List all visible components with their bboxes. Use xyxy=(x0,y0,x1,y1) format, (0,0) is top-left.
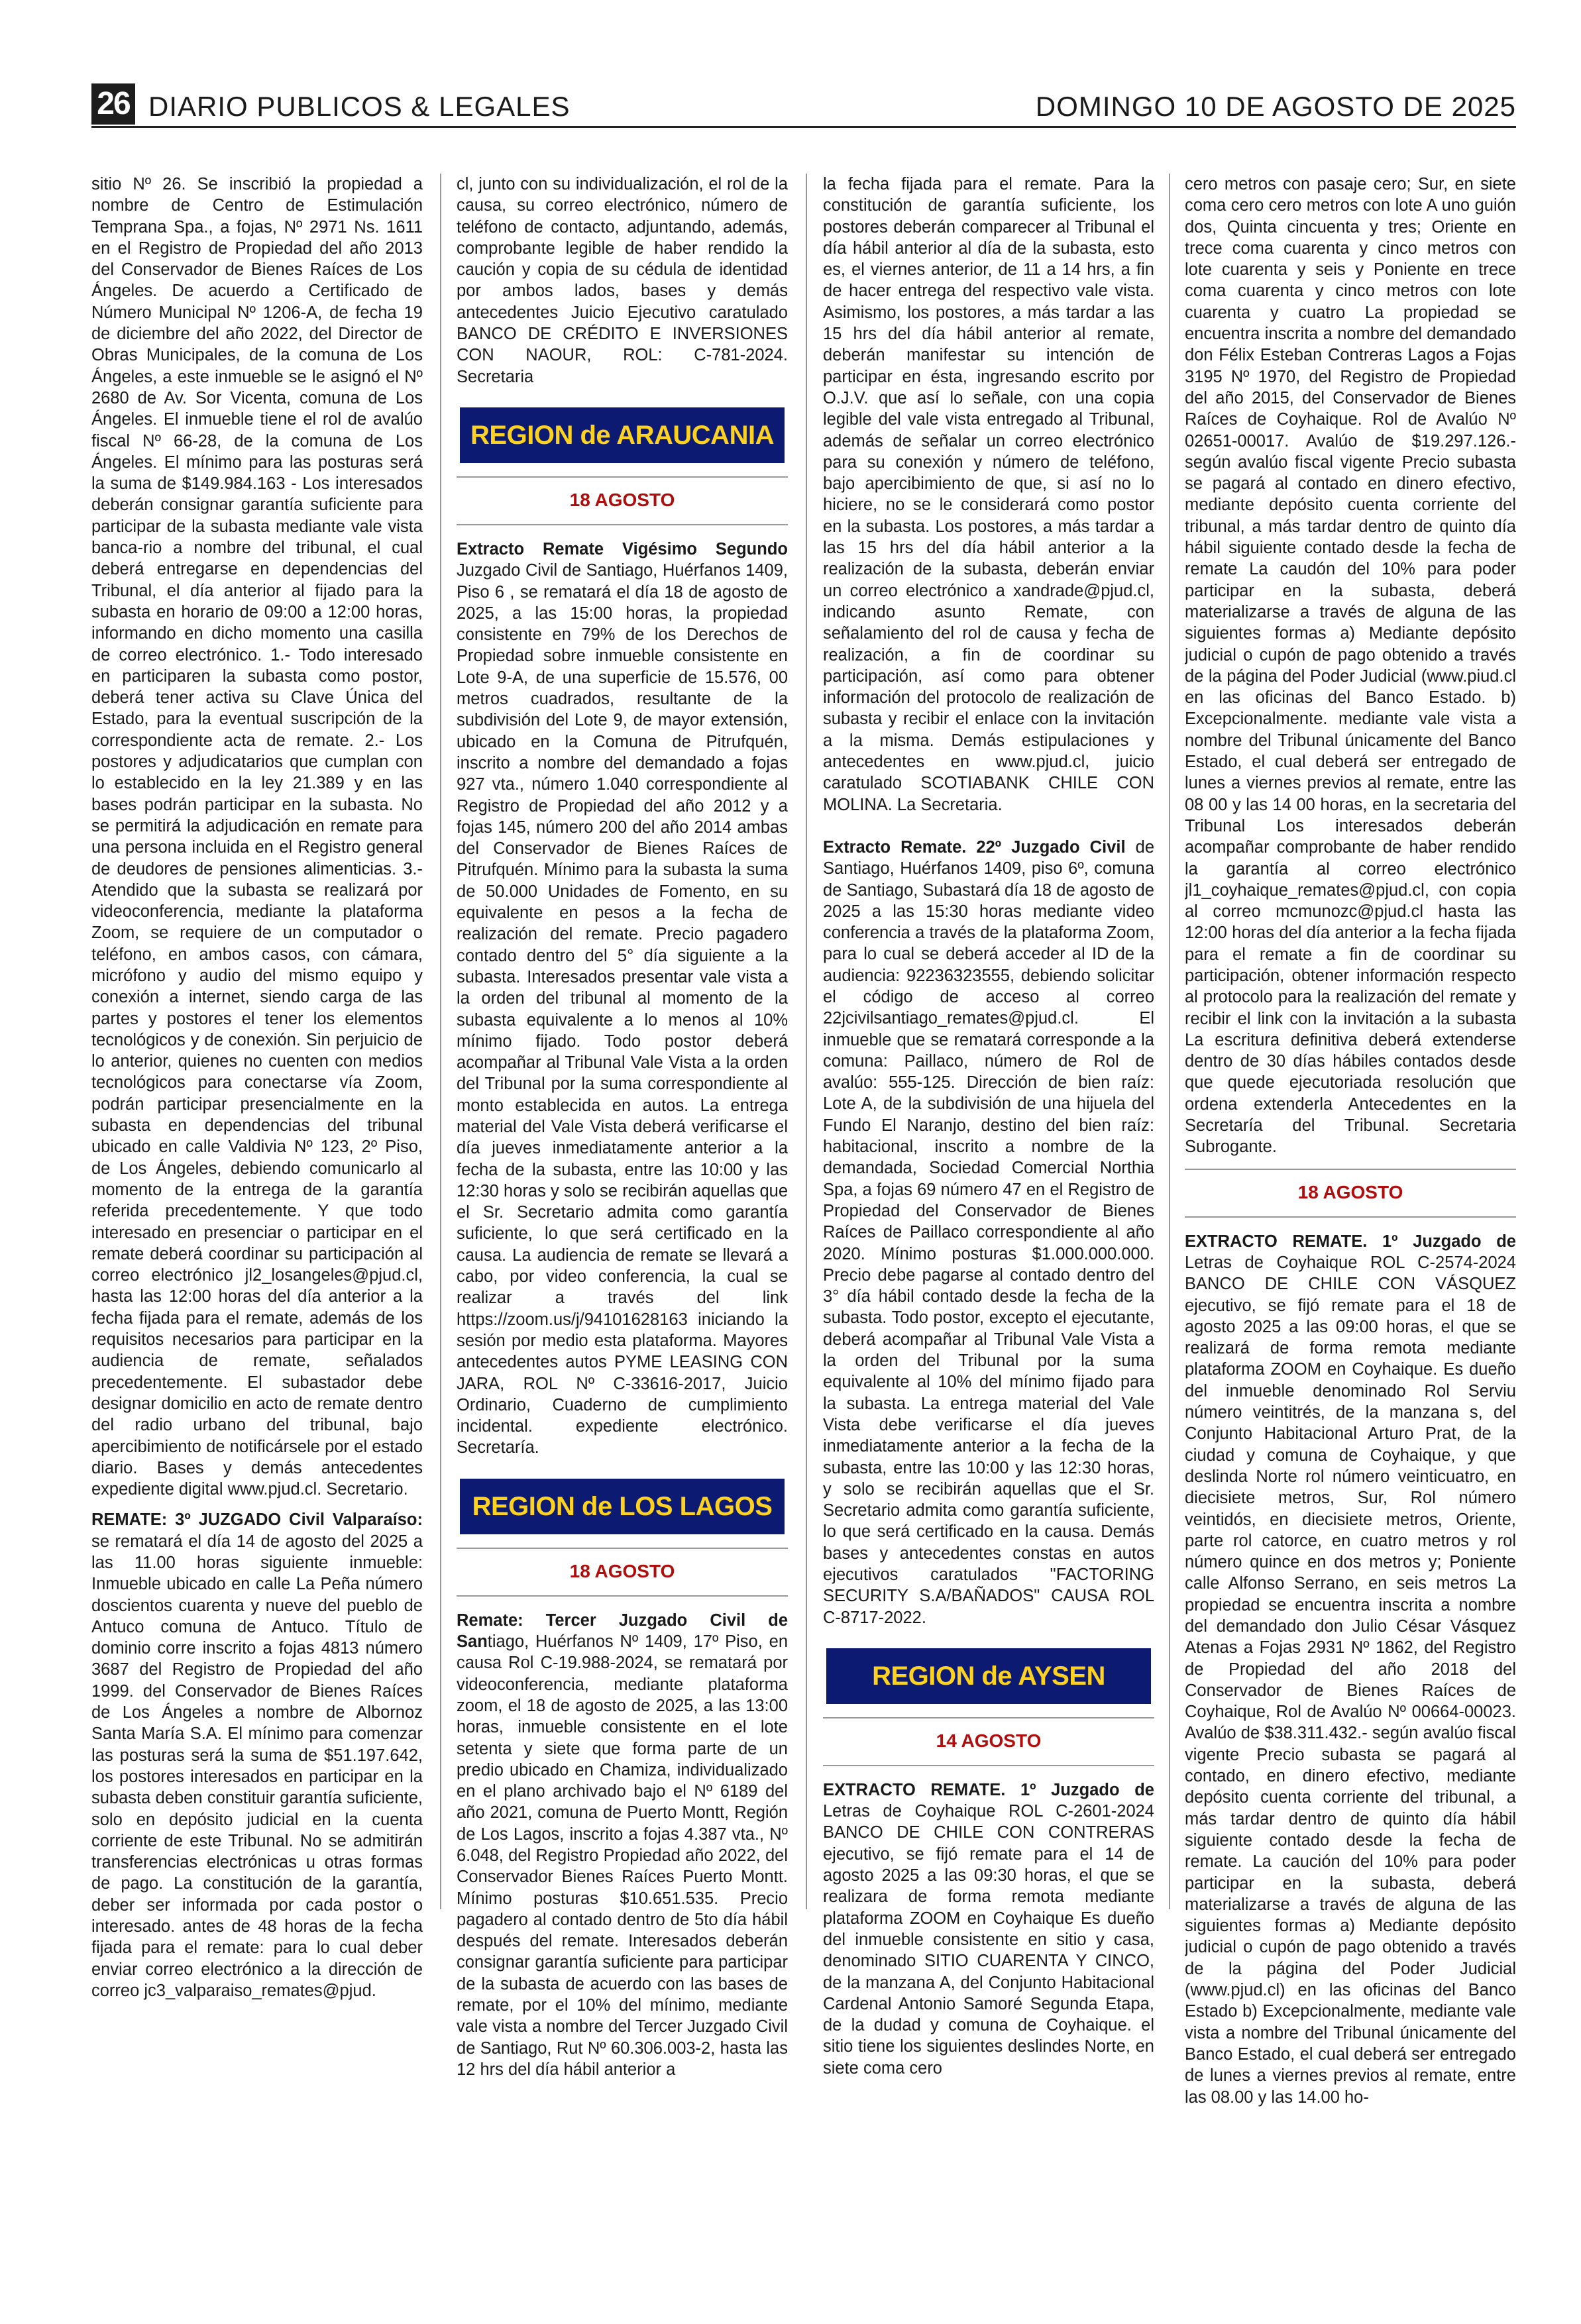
notice-lead: EXTRACTO REMATE. 1º Juzgado de xyxy=(1185,1232,1516,1251)
column-3 xyxy=(823,174,1154,2307)
notice-text: sitio Nº 26. Se inscribió la propiedad a nombre de Centro de Estimulación Temprana Spa., a fojas, Nº 2971 Ns. 1611 en el Registro de Propiedad del año 2013 del Conservador de Bienes Raíces de Los Ángeles. De acuerdo a Certificado de Número Municipal Nº 1206-A, de fecha 19 de diciembre del año 2022, del Director de Obras Municipales, de la comuna de Los Ángeles, a este inmueble se le asignó el Nº 2680 de Av. Sor Vicenta, comuna de Los Ángeles. El inmueble tiene el rol de avalúo fiscal Nº 66-28, de la comuna de Los Ángeles. El mínimo para las posturas será la suma de $149.984.163 - Los interesados deberán consignar garantía suficiente para participar de la subasta mediante vale vista banca-rio a nombre del tribunal, el cual deberá entregarse en dependencias del Tribunal, el día anterior al fijado para la subasta en horario de 09:00 a 12:00 horas, informando en dicho momento una casilla de correo electrónico. 1.- Todo interesado en participaren la subasta como postor, deberá tener activa su Clave Única del Estado, para la eventual suscripción de la correspondiente acta de remate. 2.- Los postores y adjudicatarios que cumplan con lo establecido en la ley 21.389 y en las bases podrán participar en la subasta. No se permitirá la adjudicación en remate para una persona incluida en el Registro general de deudores de pensiones alimenticias. 3.- Atendido que la subasta se realizará por videoconferencia, mediante la plataforma Zoom, se requiere de un computador o teléfono, en ambos casos, con cámara, micrófono y audio del mismo equipo y conexión a internet, siendo carga de las partes y postores el tener los elementos tecnológicos y de conexión. Sin perjuicio de lo anterior, quienes no cuenten con medios tecnológicos para conectarse vía Zoom, podrán participar presencialmente en la subasta en dependencias del tribunal ubicado en calle Valdivia Nº 123, 2º Piso, de Los Ángeles, debiendo comunicarlo al momento de la entrega de la garantía referida precedentemente. Y que todo interesado en presenciar o participar en el remate deberá coordinar su participación al correo electrónico jl2_losangeles@pjud.cl, hasta las 12:00 horas del día anterior a la fecha fijada para el remate, además de los requisitos necesarios para participar en la audiencia de remate, señalados precedentemente. El subastador debe designar domicilio en acto de remate dentro del radio urbano del tribunal, bajo apercibimiento de notificársele por el estado diario. Bases y demás antecedentes expediente digital www.pjud.cl. Secretario. xyxy=(91,175,423,1499)
notice-text: cl, junto con su individualización, el rol de la causa, su correo electrónico, número de teléfono de contacto, adjuntando, además, comprobante legible de haber rendido la caución y copia de su cédula de identidad por ambos lados, bases y demás antecedentes Juicio Ejecutivo caratulado BANCO DE CRÉDITO E INVERSIONES CON NAOUR, ROL: C-781-2024. Secretaria xyxy=(457,175,788,386)
page-header xyxy=(91,83,1516,128)
column-1 xyxy=(91,174,423,2307)
notice xyxy=(823,837,1154,1628)
notice xyxy=(91,1509,423,2001)
notice-text: Letras de Coyhaique ROL C-2574-2024 BANCO DE CHILE CON VÁSQUEZ ejecutivo, se fijó remate para el 18 de agosto 2025 a las 09:00 horas, el que se realizará de forma remota mediante plataforma ZOOM en Coyhaique. Es dueño del inmueble denominado Rol Serviu número veintitrés, de la manzana s, del Conjunto Habitacional Arturo Prat, de la ciudad y comuna de Coyhaique, y que deslinda Norte rol número veinticuatro, en diecisiete metros, Sur, Rol número veintidós, en diecisiete metros, Oriente, parte rol catorce, en cuatro metros y rol número quince en dos metros y; Poniente calle Alfonso Serrano, en seis metros La propiedad se encuentra inscrita a nombre del demandado don Julio César Vásquez Atenas a Fojas 2931 Nº 1862, del Registro de Propiedad del año 2018 del Conservador de Bienes Raíces de Coyhaique, Rol de Avalúo Nº 00664-00023. Avalúo de $38.311.432.- según avalúo fiscal vigente Precio subasta se pagará al contado, en dinero efectivo, mediante depósito cuenta corriente del tribunal, a más tardar dentro de quinto día hábil siguiente contado desde la fecha de remate. La caución del 10% para poder participar en la subasta, deberá materializarse a través de alguna de las siguientes formas a) Mediante depósito judicial o cupón de pago obtenido a través de la página del Poder Judicial (www.pjud.cl) en las oficinas del Banco Estado b) Excepcionalmente, mediante vale vista a nombre del Tribunal únicamente del Banco Estado, el cual deberá ser entregado de lunes a viernes previos al remate, entre las 08.00 y las 14.00 ho- xyxy=(1185,1253,1516,2107)
notice-text: se rematará el día 14 de agosto del 2025 a las 11.00 horas siguiente inmueble: Inmueble ubicado en calle La Peña número doscientos cuarenta y nueve del pueblo de Antuco comuna de Antuco. Título de dominio corre inscrito a fojas 4813 número 3687 del Registro de Propiedad del año 1999. del Conservador de Bienes Raíces de Los Ángeles a nombre de Albornoz Santa María S.A. El mínimo para comenzar las posturas será la suma de $51.197.642, los postores interesados en participar en la subasta deben constituir garantía suficiente, solo en depósito judicial en la cuenta corriente de este Tribunal. No se admitirán transferencias electrónicas u otras formas de pago. La constitución de la garantía, deber ser informada por cada postor o interesado. antes de 48 horas de la fecha fijada para el remate: para lo cual deber enviar correo electrónico a la dirección de correo jc3_valparaiso_remates@pjud. xyxy=(91,1532,423,2000)
notice xyxy=(457,1610,788,2081)
columns-container xyxy=(91,174,1516,2307)
region-banner: REGION de ARAUCANIA xyxy=(460,407,785,463)
notice xyxy=(823,1779,1154,2079)
notice-lead: Extracto Remate Vigésimo Segundo xyxy=(457,539,788,558)
column-2 xyxy=(457,174,788,2307)
notice-lead: REMATE: 3º JUZGADO Civil Valparaíso: xyxy=(91,1510,423,1530)
date-heading: 18 AGOSTO xyxy=(457,1548,788,1597)
notice-lead: Remate: Tercer Juzgado Civil de San xyxy=(457,1611,788,1652)
issue-date: DOMINGO 10 DE AGOSTO DE 2025 xyxy=(1035,91,1516,122)
column-4 xyxy=(1185,174,1516,2307)
date-heading: 14 AGOSTO xyxy=(823,1717,1154,1766)
notice-text: tiago, Huérfanos Nº 1409, 17º Piso, en causa Rol C-19.988-2024, se rematará por videoconferencia, mediante plataforma zoom, el 18 de agosto de 2025, a las 13:00 horas, inmueble consistente en el lote setenta y siete que forma parte de un predio ubicado en Chamiza, individualizado en el plano archivado bajo el Nº 6189 del año 2021, comuna de Puerto Montt, Región de Los Lagos, inscrito a fojas 4.387 vta., Nº 6.048, del Registro Propiedad año 2022, del Conservador Bienes Raíces Puerto Montt. Mínimo posturas $10.651.535. Precio pagadero al contado dentro de 5to día hábil después del remate. Interesados deberán consignar garantía suficiente para participar de la subasta de acuerdo con las bases de remate, por el 10% del mínimo, mediante vale vista a nombre del Tercer Juzgado Civil de Santiago, Rut Nº 60.306.003-2, hasta las 12 hrs del día hábil anterior a xyxy=(457,1632,788,2079)
page-number: 26 xyxy=(91,83,135,125)
column-divider xyxy=(806,174,807,1909)
notice-text: Juzgado Civil de Santiago, Huérfanos 1409, Piso 6 , se rematará el día 18 de agosto de 2025, a las 15:00 horas, la propiedad consistente en 79% de los Derechos de Propiedad sobre inmueble consistente en Lote 9-A, de una superficie de 15.576, 00 metros cuadrados, resultante de la subdivisión del Lote 9, de mayor extensión, ubicado en la Comuna de Pitrufquén, inscrito a nombre del demandado a fojas 927 vta., número 1.040 correspondiente al Registro de Propiedad del año 2012 y a fojas 145, número 200 del año 2014 ambas del Conservador de Bienes Raíces de Pitrufquén. Mínimo para la subasta la suma de 50.000 Unidades de Fomento, en su equivalente en pesos a la fecha de realización del remate. Precio pagadero contado dentro del 5° día siguiente a la subasta. Interesados presentar vale vista a la orden del tribunal al momento de la subasta equivalente a lo menos al 10% mínimo fijado. Todo postor deberá acompañar al Tribunal Vale Vista a la orden del Tribunal por la suma correspondiente al monto establecida en autos. La entrega material del Vale Vista deberá verificarse el día jueves inmediatamente anterior a la fecha de la subasta, entre las 10:00 y las 12:30 horas y solo se recibirán aquellas que el Sr. Secretario admita como garantía suficiente, lo que será certificado en la causa. La audiencia de remate se llevará a cabo, por video conferencia, la cual se realizar a través del link https://zoom.us/j/94101628163 iniciando la sesión por medio esta plataforma. Mayores antecedentes autos PYME LEASING CON JARA, ROL Nº C-33616-2017, Juicio Ordinario, Cuaderno de cumplimiento incidental. expediente electrónico. Secretaría. xyxy=(457,561,788,1457)
date-heading: 18 AGOSTO xyxy=(1185,1169,1516,1218)
notice-text: la fecha fijada para el remate. Para la constitución de garantía suficiente, los postores deberán comparecer al Tribunal el día hábil anterior al día de la subasta, esto es, el viernes anterior, de 11 a 14 hrs, a fin de hacer entrega del respectivo vale vista. Asimismo, los postores, a más tardar a las 15 hrs del día hábil anterior al remate, deberán manifestar su intención de participar en ésta, ingresando escrito por O.J.V. que así lo señale, con una copia legible del vale vista entregado al Tribunal, además de señalar un correo electrónico para su conexión y número de teléfono, bajo apercibimiento de que, si así no lo hiciere, no se le considerará como postor en la subasta. Los postores, a más tardar a las 15 hrs del día hábil anterior a la realización de la subasta, deberán enviar un correo electrónico a xandrade@pjud.cl, indicando asunto Remate, con señalamiento del rol de causa y fecha de realización, a fin de coordinar su participación, así como para obtener información del protocolo de realización de subasta y recibir el enlace con la invitación a la misma. Demás estipulaciones y antecedentes en www.pjud.cl, juicio caratulado SCOTIABANK CHILE CON MOLINA. La Secretaria. xyxy=(823,175,1154,814)
notice xyxy=(457,539,788,1459)
notice-text: cero metros con pasaje cero; Sur, en siete coma cero cero metros con lote A uno guión dos, Quinta cincuenta y tres; Oriente en trece coma cuarenta y cinco metros con lote cuarenta y seis y Poniente en trece coma cuarenta y cinco metros con lote cuarenta y cuatro La propiedad se encuentra inscrita a nombre del demandado don Félix Esteban Contreras Lagos a Fojas 3195 Nº 1970, del Registro de Propiedad del año 2015, del Conservador de Bienes Raíces de Coyhaique. Rol de Avalúo Nº 02651-00017. Avalúo de $19.297.126.- según avalúo fiscal vigente Precio subasta se pagará al contado en dinero efectivo, mediante depósito cuenta corriente del tribunal, a más tardar dentro de quinto día hábil siguiente contado desde la fecha de remate La caudón del 10% para poder participar en la subasta, deberá materializarse a través de alguna de las siguientes formas a) Mediante depósito judicial o cupón de pago obtenido a través de la página del Poder Judicial (www.piud.cl en las oficinas del Banco Estado. b) Excepcionalmente. mediante vale vista a nombre del Tribunal únicamente del Banco Estado, el cual deberá ser entregado de lunes a viernes previos al remate, entre las 08 00 y las 14 00 horas, en la secretaria del Tribunal Los interesados deberán acompañar comprobante de haber rendido la garantía al correo electrónico jl1_coyhaique_remates@pjud.cl, con copia al correo mcmunozc@pjud.cl hasta las 12:00 horas del día anterior a la fecha fijada para el remate a fin de coordinar su participación, obtener información respecto al protocolo para la realización del remate y recibir el link con la invitación a la subasta La escritura definitiva deberá extenderse dentro de 30 días hábiles contados desde que quede ejecutoriada resolución que ordena extenderla Antecedentes en la Secretaría del Tribunal. Secretaria Subrogante. xyxy=(1185,175,1516,1157)
column-divider xyxy=(440,174,441,1909)
publication-name: DIARIO PUBLICOS & LEGALES xyxy=(148,91,571,122)
region-banner: REGION de AYSEN xyxy=(826,1648,1151,1704)
region-banner: REGION de LOS LAGOS xyxy=(460,1479,785,1534)
notice-text: de Santiago, Huérfanos 1409, piso 6º, comuna de Santiago, Subastará día 18 de agosto de 2025 a las 15:30 horas mediante video conferencia a través de la plataforma Zoom, para lo cual se deberá acceder al ID de la audiencia: 92236323555, debiendo solicitar el código de acceso al correo 22jcivilsantiago_remates@pjud.cl. El inmueble que se rematará corresponde a la comuna: Paillaco, número de Rol de avalúo: 555-125. Dirección de bien raíz: Lote A, de la subdivisión de una hijuela del Fundo El Naranjo, destino del bien raíz: habitacional, inscrito a nombre de la demandada, Sociedad Comercial Northia Spa, a fojas 69 número 47 en el Registro de Propiedad del Conservador de Bienes Raíces de Paillaco correspondiente al año 2020. Mínimo posturas $1.000.000.000. Precio debe pagarse al contado dentro del 3° día hábil contado desde la fecha de la subasta. Todo postor, excepto el ejecutante, deberá acompañar al Tribunal Vale Vista a la orden del Tribunal por la suma equivalente al 10% del mínimo fijado para la subasta. La entrega material del Vale Vista debe verificarse el día jueves inmediatamente anterior a la fecha de la subasta, entre las 10:00 y las 12:30 horas, y solo se recibirán aquellas que el Sr. Secretario admita como garantía suficiente, lo que será certificado en la causa. Demás bases y antecedentes constas en autos ejecutivos caratulados "FACTORING SECURITY S.A/BAÑADOS" CAUSA ROL C-8717-2022. xyxy=(823,837,1154,1627)
notice-lead: Extracto Remate. 22º Juzgado Civil xyxy=(823,837,1126,857)
notice-text: Letras de Coyhaique ROL C-2601-2024 BANCO DE CHILE CON CONTRERAS ejecutivo, se fijó remate para el 14 de agosto 2025 a las 09:30 horas, el que se realizara de forma remota mediante plataforma ZOOM en Coyhaique Es dueño del inmueble consistente en sitio y casa, denominado SITIO CUARENTA Y CINCO, de la manzana A, del Conjunto Habitacional Cardenal Antonio Samoré Segunda Etapa, de la dudad y comuna de Coyhaique. el sitio tiene los siguientes deslindes Norte, en siete coma cero xyxy=(823,1802,1154,2078)
notice xyxy=(1185,1231,1516,2108)
notice-lead: EXTRACTO REMATE. 1º Juzgado de xyxy=(823,1780,1154,1799)
column-divider xyxy=(1169,174,1170,1909)
date-heading: 18 AGOSTO xyxy=(457,476,788,525)
